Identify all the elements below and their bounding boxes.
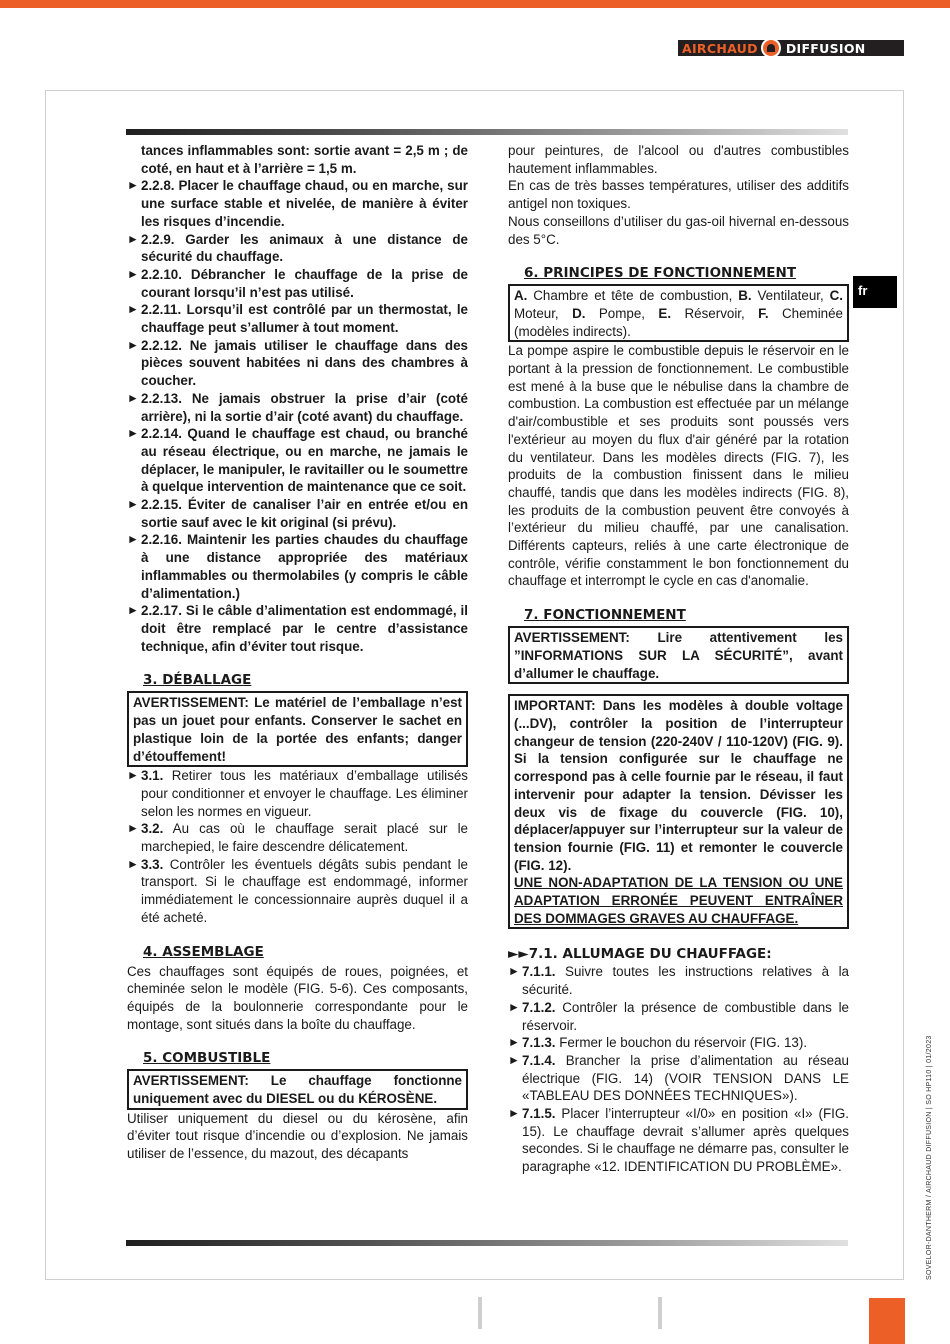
list-item: ► 2.2.10. Débrancher le chauffage de la prise de courant lorsqu’il n’est pas utilisé.	[127, 266, 468, 300]
arrow-icon: ►	[127, 337, 139, 352]
allumage-list	[508, 963, 849, 1175]
bottom-divider	[126, 1240, 848, 1246]
important-caps-notice: UNE NON-ADAPTATION DE LA TENSION OU UNE ADAPTATION ERRONÉE PEUVENT ENTRAÎNER DES DOMMAGES GRAVES AU CHAUFFAGE.	[514, 875, 843, 926]
arrow-icon: ►	[127, 302, 139, 317]
page-marker-right	[658, 1297, 662, 1329]
safety-continuation: tances inflammables sont: sortie avant = 2,5 m ; de coté, en haut et à l’arrière = 1,5 m.	[141, 143, 468, 176]
top-accent-bar	[0, 0, 950, 8]
arrow-icon: ►	[127, 821, 139, 836]
arrow-icon: ►	[127, 603, 139, 618]
list-item: ► 7.1.5. Placer l’interrupteur «I/0» en position «I» (FIG. 15). Le chauffage devrait s’allumer après quelques secondes. Si le chauffage ne démarre pas, consulter le paragraphe «12. IDENTIFICATION DU PROBLÈME».	[508, 1106, 849, 1175]
assemblage-paragraph: Ces chauffages sont équipés de roues, poignées, et cheminée selon le modèle (FIG. 5-6). Ces composants, équipés de la boulonnerie correspondante pour le montage, sont situés dans la boîte du chauffage.	[127, 963, 468, 1032]
list-item: ► 3.2. Au cas où le chauffage serait placé sur le marchepied, le faire descendre délicatement.	[127, 821, 468, 855]
list-item: ► 7.1.1. Suivre toutes les instructions relatives à la sécurité.	[508, 964, 849, 998]
page-marker-left	[478, 1297, 482, 1329]
warning-box-combustible: AVERTISSEMENT: Le chauffage fonctionne uniquement avec du DIESEL ou du KÉROSÈNE.	[127, 1069, 468, 1109]
arrow-icon: ►	[508, 1106, 520, 1121]
section-heading-fonctionnement: 7. FONCTIONNEMENT	[524, 607, 686, 624]
safety-list	[127, 177, 468, 655]
components-legend-box: A. Chambre et tête de combustion, B. Ventilateur, C. Moteur, D. Pompe, E. Réservoir, F. Cheminée (modèles indirects).	[508, 284, 849, 342]
left-column	[127, 142, 468, 1163]
section-heading-principes: 6. PRINCIPES DE FONCTIONNEMENT	[524, 265, 797, 282]
arrow-icon: ►	[127, 497, 139, 512]
brand-name-part2: DIFFUSION	[785, 40, 866, 56]
page-corner-tab	[869, 1298, 905, 1344]
arrow-icon: ►	[127, 856, 139, 871]
combustible-paragraph: Utiliser uniquement du diesel ou du kérosène, afin d’éviter tout risque d’incendie ou d’explosion. Ne jamais utiliser de l’essence, du mazout, des décapants	[127, 1110, 468, 1162]
double-arrow-icon: ►►	[508, 946, 529, 963]
list-item: ► 2.2.12. Ne jamais utiliser le chauffage dans des pièces souvent habitées ni dans des chambres à coucher.	[127, 337, 468, 389]
arrow-icon: ►	[127, 178, 139, 193]
right-column	[508, 142, 849, 1176]
subsection-heading-allumage: ►►7.1. ALLUMAGE DU CHAUFFAGE:	[508, 946, 772, 963]
section-heading-deballage: 3. DÉBALLAGE	[143, 672, 252, 689]
arrow-icon: ►	[127, 426, 139, 441]
arrow-icon: ►	[127, 231, 139, 246]
document-reference: SOVELOR-DANTHERM / AIRCHAUD DIFFUSION | SO HP110 | 01/2023	[926, 1035, 933, 1280]
warning-box-fonctionnement: AVERTISSEMENT: Lire attentivement les ”INFORMATIONS SUR LA SÉCURITÉ”, avant d’allumer le chauffage.	[508, 626, 849, 684]
combustible-continuation-1: pour peintures, de l'alcool ou d'autres combustibles hautement inflammables.	[508, 143, 849, 176]
brand-emblem-icon	[761, 38, 781, 58]
brand-logo	[678, 40, 904, 56]
list-item: ► 2.2.11. Lorsqu’il est contrôlé par un thermostat, le chauffage peut s’allumer à tout moment.	[127, 302, 468, 336]
arrow-icon: ►	[127, 532, 139, 547]
list-item: ► 2.2.17. Si le câble d’alimentation est endommagé, il doit être remplacé par le centre d’assistance technique, afin d’éviter tout risque.	[127, 603, 468, 654]
list-item: ► 7.1.3. Fermer le bouchon du réservoir (FIG. 13).	[508, 1035, 808, 1051]
deballage-list	[127, 767, 468, 926]
brand-name-part1: AIRCHAUD	[682, 40, 758, 56]
arrow-icon: ►	[127, 768, 139, 783]
arrow-icon: ►	[508, 1052, 520, 1067]
language-tab[interactable]: fr	[853, 276, 897, 308]
combustible-continuation-2: En cas de très basses températures, utiliser des additifs antigel non toxiques.	[508, 178, 849, 212]
list-item: ► 2.2.8. Placer le chauffage chaud, ou en marche, sur une surface stable et nivelée, de manière à éviter les risques d’incendie.	[127, 178, 468, 229]
list-item: ► 2.2.14. Quand le chauffage est chaud, ou branché au réseau électrique, ou en marche, ne jamais le déplacer, le manipuler, le ravitailler ou le soumettre à quelque intervention de maintenance que ce soit.	[127, 426, 468, 495]
warning-box-deballage: AVERTISSEMENT: Le matériel de l’emballage n’est pas un jouet pour enfants. Conserver le sachet en plastique loin de la portée des enfants; danger d’étouffement!	[127, 691, 468, 767]
list-item: ► 2.2.9. Garder les animaux à une distance de sécurité du chauffage.	[127, 231, 468, 265]
important-box-voltage: IMPORTANT: Dans les modèles à double voltage (...DV), contrôler la position de l’interrupteur changeur de tension (220-240V / 110-120V) (FIG. 9). Si la tension configurée sur le chauffage ne correspond pas à celle fournie par le réseau, il faut intervenir pour adapter la tension. Dévisser les deux vis de fixage du couvercle (FIG. 10), déplacer/appuyer sur l’interrupteur sur la valeur de tension fournie (FIG. 11) et remonter le couvercle (FIG. 12). UNE NON-ADAPTATION DE LA TENSION OU UNE ADAPTATION ERRONÉE PEUVENT ENTRAÎNER DES DOMMAGES GRAVES AU CHAUFFAGE.	[508, 694, 849, 929]
arrow-icon: ►	[127, 266, 139, 281]
section-heading-assemblage: 4. ASSEMBLAGE	[143, 943, 264, 960]
list-item: ► 7.1.4. Brancher la prise d’alimentation au réseau électrique (FIG. 14) (VOIR TENSION DANS LE «TABLEAU DES DONNÉES TECHNIQUES»).	[508, 1052, 849, 1104]
list-item: ► 7.1.2. Contrôler la présence de combustible dans le réservoir.	[508, 999, 849, 1033]
top-divider	[126, 129, 848, 135]
list-item: ► 2.2.13. Ne jamais obstruer la prise d’air (coté arrière), ni la sortie d’air (coté avant) du chauffage.	[127, 390, 468, 424]
list-item: ► 2.2.16. Maintenir les parties chaudes du chauffage à une distance appropriée des matériaux inflammables ou thermolabiles (y compris le câble d’alimentation.)	[127, 532, 468, 601]
arrow-icon: ►	[508, 999, 520, 1014]
section-heading-combustible: 5. COMBUSTIBLE	[143, 1050, 271, 1067]
list-item: ► 2.2.15. Éviter de canaliser l’air en entrée et/ou en sortie sauf avec le kit original (si prévu).	[127, 497, 468, 530]
arrow-icon: ►	[127, 390, 139, 405]
arrow-icon: ►	[508, 964, 520, 979]
principes-paragraph: La pompe aspire le combustible depuis le réservoir en le portant à la pression de fonctionnement. Le combustible est mené à la buse que le nébulise dans la chambre de combustion. La combustion est effectuée par un mélange d'air/combustible et ses produits sont poussés vers l'extérieur au moyen du flux d'air généré par la rotation du ventilateur. Dans les modèles directs (FIG. 7), les produits de la combustion finissent dans le milieu chauffé, tandis que dans les modèles indirects (FIG. 8), les produits de la combustion peuvent être convoyés à l’extérieur du milieu chauffé, par une canalisation. Différents capteurs, reliés à une carte électronique de contrôle, vérifie constamment le bon fonctionnement du chauffage et interrompt le cycle en cas d'anomalie.	[508, 343, 849, 589]
arrow-icon: ►	[508, 1035, 520, 1050]
list-item: ► 3.3. Contrôler les éventuels dégâts subis pendant le transport. Si le chauffage est endommagé, informer immédiatement le concessionnaire auprès duquel il a été acheté.	[127, 856, 468, 925]
list-item: ► 3.1. Retirer tous les matériaux d’emballage utilisés pour conditionner et envoyer le chauffage. Les éliminer selon les normes en vigueur.	[127, 768, 468, 819]
combustible-continuation-3: Nous conseillons d’utiliser du gas-oil hivernal en-dessous des 5°C.	[508, 213, 849, 247]
